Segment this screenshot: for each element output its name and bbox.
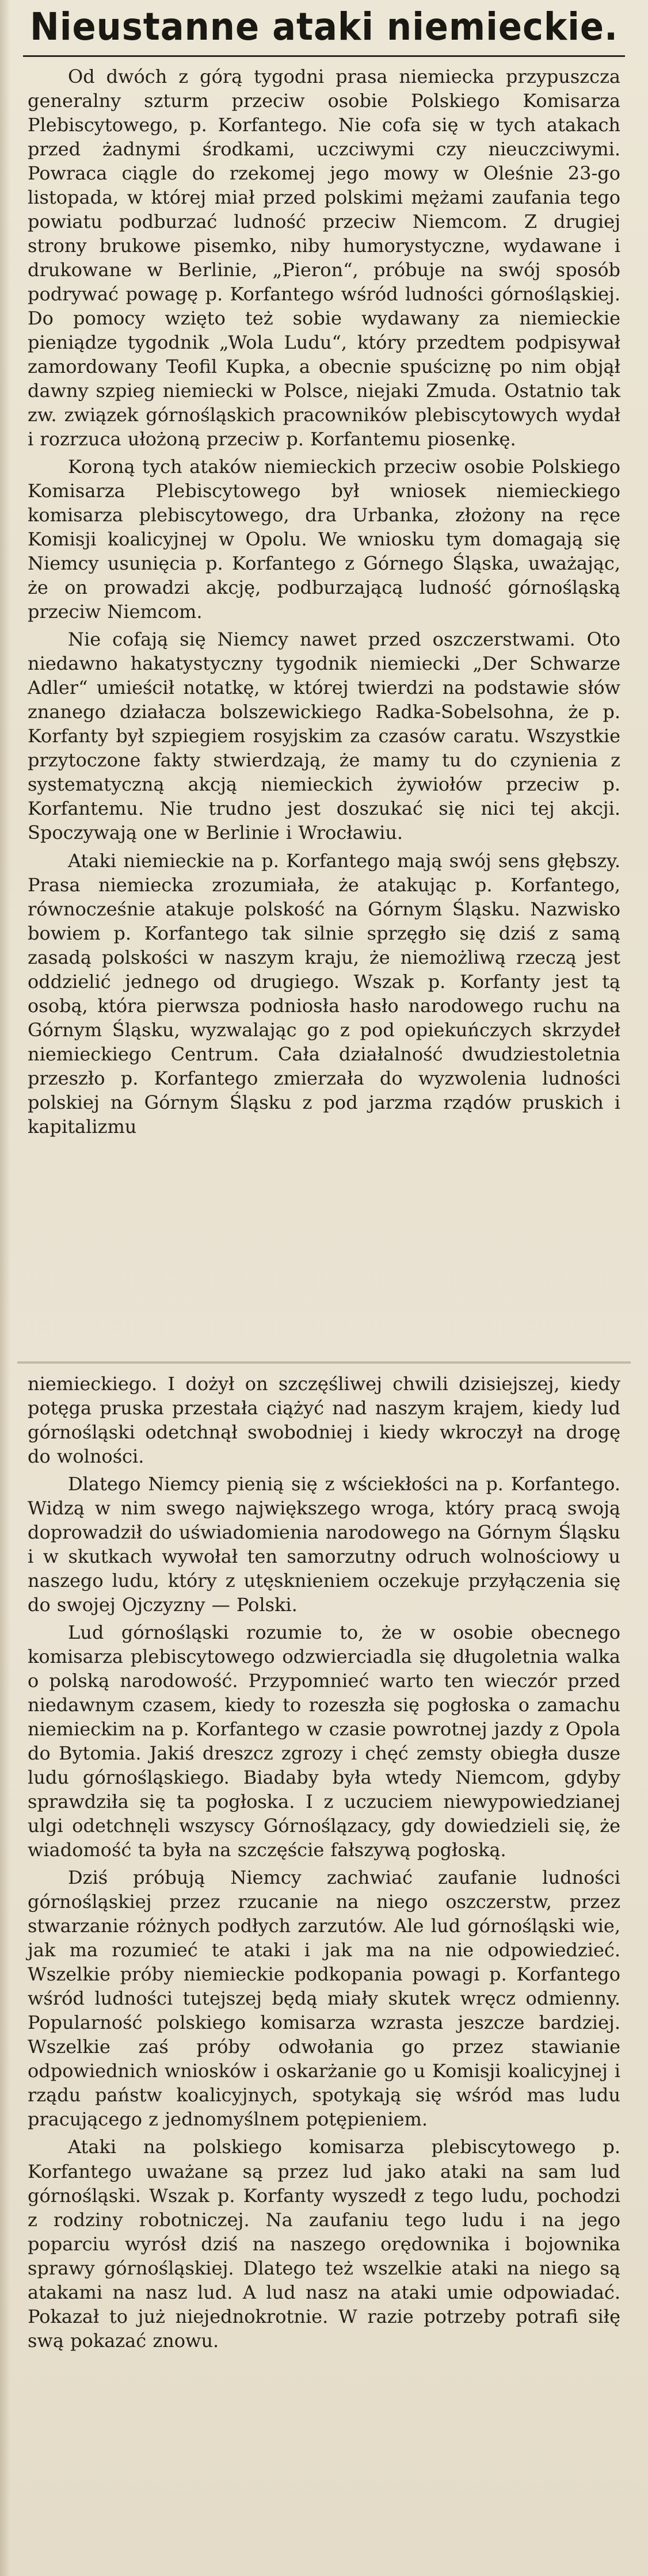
article-body-part-1 (28, 64, 620, 1142)
paragraph: Lud górnośląski rozumie to, że w osobie obecnego komisarza plebiscytowego odzwierciadla się długoletnia walka o polską narodowość. Przypomnieć warto ten wieczór przed niedawnym czasem, kiedy to rozeszła się pogłoska o zamachu niemieckim na p. Korfantego w czasie powrotnej jazdy z Opola do Bytomia. Jakiś dreszcz zgrozy i chęć zemsty obiegła dusze ludu górnośląskiego. Biadaby była wtedy Niemcom, gdyby sprawdziła się ta pogłoska. I z uczuciem niewypowiedzianej ulgi odetchnęli wszyscy Górnoślązacy, gdy dowiedzieli się, że wiadomość ta była na szczęście fałszywą pogłoską. (28, 1621, 620, 1861)
paragraph: Koroną tych ataków niemieckich przeciw osobie Polskiego Komisarza Plebiscytowego był wniosek niemieckiego komisarza plebiscytowego, dra Urbanka, złożony na ręce Komisji koalicyjnej w Opolu. We wniosku tym domagają się Niemcy usunięcia p. Korfantego z Górnego Śląska, uważając, że on prowadzi akcję, podburzającą ludność górnośląską przeciw Niemcom. (28, 456, 620, 623)
paragraph: Ataki na polskiego komisarza plebiscytowego p. Korfantego uważane są przez lud jako ataki na sam lud górnośląski. Wszak p. Korfanty wyszedł z tego ludu, pochodzi z rodziny robotniczej. Na zaufaniu tego ludu i na jego poparciu wyrósł dziś na naszego orędownika i bojownika sprawy górnośląskiej. Dlatego też wszelkie ataki na niego są atakami na nasz lud. A lud nasz na ataki umie odpowiadać. Pokazał to już niejednokrotnie. W razie potrzeby potrafi siłę swą pokazać znowu. (28, 2136, 620, 2352)
title-underline (23, 55, 625, 57)
article-title: Nieustanne ataki niemieckie. (30, 5, 618, 49)
paragraph: Nie cofają się Niemcy nawet przed oszczerstwami. Oto niedawno hakatystyczny tygodnik niemiecki „Der Schwarze Adler“ umieścił notatkę, w której twierdzi na podstawie słów znanego działacza bolszewickiego Radka-Sobelsohna, że p. Korfanty był szpiegiem rosyjskim za czasów caratu. Wszystkie przytoczone fakty stwierdzają, że mamy tu do czynienia z systematyczną akcją niemieckich żywiołów przeciw p. Korfantemu. Nie trudno jest doszukać się nici tej akcji. Spoczywają one w Berlinie i Wrocławiu. (28, 628, 620, 844)
paragraph: Dziś próbują Niemcy zachwiać zaufanie ludności górnośląskiej przez rzucanie na niego oszczerstw, przez stwarzanie różnych podłych zarzutów. Ale lud górnośląski wie, jak ma rozumieć te ataki i jak ma na nie odpowiedzieć. Wszelkie próby niemieckie podkopania powagi p. Korfantego wśród ludności tutejszej będą miały skutek wręcz odmienny. Popularność polskiego komisarza wzrasta jeszcze bardziej. Wszelkie zaś próby odwołania go przez stawianie odpowiednich wniosków i oskarżanie go u Komisji koalicyjnej i rządu państw koalicyjnych, spotykają się wśród mas ludu pracującego z jednomyślnem potępieniem. (28, 1867, 620, 2131)
paragraph-continuation: niemieckiego. I dożył on szczęśliwej chwili dzisiejszej, kiedy potęga pruska przestała ciążyć nad naszym krajem, kiedy lud górnośląski odetchnął swobodniej i kiedy wkroczył na drogę do wolności. (28, 1373, 620, 1468)
article-body-part-2 (28, 1372, 620, 2356)
paragraph: Od dwóch z górą tygodni prasa niemiecka przypuszcza generalny szturm przeciw osobie Polskiego Komisarza Plebiscytowego, p. Korfantego. Nie cofa się w tych atakach przed żadnymi środkami, uczciwymi czy nieuczciwymi. Powraca ciągle do rzekomej jego mowy w Oleśnie 23-go listopada, w której miał przed polskimi mężami zaufania tego powiatu podburzać ludność przeciw Niemcom. Z drugiej strony brukowe pisemko, niby humorystyczne, wydawane i drukowane w Berlinie, „Pieron“, próbuje na swój sposób podrywać powagę p. Korfantego wśród ludności górnośląskiej. Do pomocy wzięto też sobie wydawany za niemieckie pieniądze tygodnik „Wola Ludu“, który przedtem podpisywał zamordowany Teofil Kupka, a obecnie spuściznę po nim objął dawny szpieg niemiecki w Polsce, niejaki Zmuda. Ostatnio tak zw. związek górnośląskich pracowników plebiscytowych wydał i rozrzuca ułożoną przeciw p. Korfantemu piosenkę. (28, 66, 620, 451)
paper-edge-shadow (0, 0, 10, 2576)
paragraph: Dlatego Niemcy pienią się z wściekłości na p. Korfantego. Widzą w nim swego największego wroga, który pracą swoją doprowadził do uświadomienia narodowego na Górnym Śląsku i w skutkach wywołał ten samorzutny odruch wolnościowy u naszego ludu, który z utęsknieniem oczekuje przyłączenia się do swojej Ojczyzny — Polski. (28, 1473, 620, 1616)
clipping-seam (17, 1361, 631, 1364)
paragraph: Ataki niemieckie na p. Korfantego mają swój sens głębszy. Prasa niemiecka zrozumiała, że atakując p. Korfantego, równocześnie atakuje polskość na Górnym Śląsku. Nazwisko bowiem p. Korfantego tak silnie sprzęgło się dziś z samą zasadą polskości w naszym kraju, że niemożliwą rzeczą jest oddzielić jednego od drugiego. Wszak p. Korfanty jest tą osobą, która pierwsza podniosła hasło narodowego ruchu na Górnym Śląsku, wyzwalając go z pod opiekuńczych skrzydeł niemieckiego Centrum. Cała działalność dwudziestoletnia przeszło p. Korfantego zmierzała do wyzwolenia ludności polskiej na Górnym Śląsku z pod jarzma rządów pruskich i kapitalizmu (28, 849, 620, 1138)
